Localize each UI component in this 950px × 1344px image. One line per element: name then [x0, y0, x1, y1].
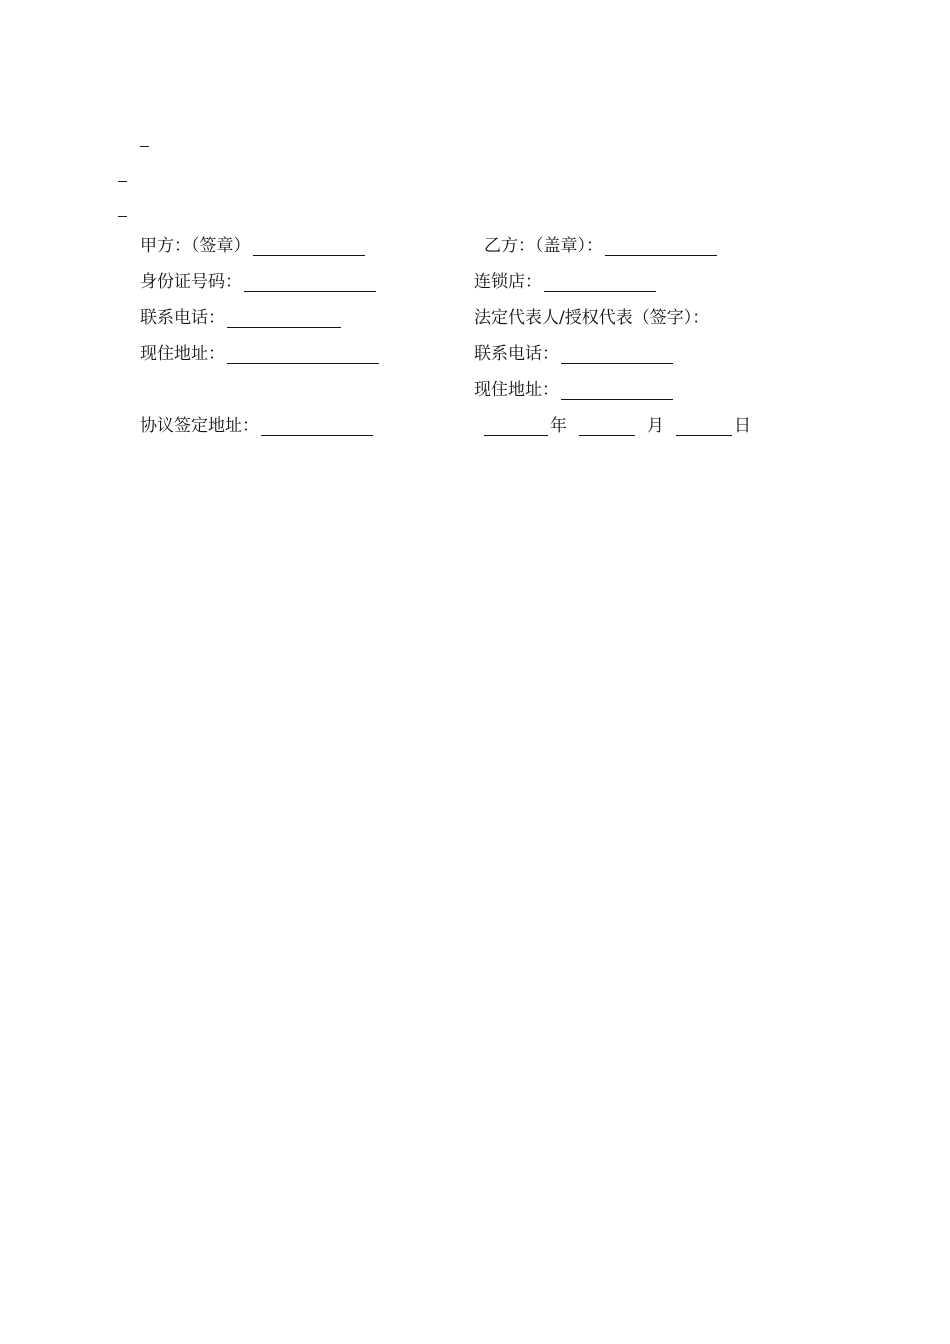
- party-a-id-row: [140, 272, 376, 292]
- party-b-seal-row: [484, 236, 717, 256]
- agreement-place-label: 协议签定地址：: [140, 416, 259, 436]
- month-label: 月: [647, 416, 664, 436]
- party-a-sign-field[interactable]: [253, 239, 365, 256]
- party-b-phone-row: [474, 344, 673, 364]
- month-field[interactable]: [579, 419, 635, 436]
- party-a-address-field[interactable]: [227, 347, 379, 364]
- party-a-phone-field[interactable]: [227, 311, 341, 328]
- party-b-rep-label: 法定代表人/授权代表（签字）：: [474, 308, 710, 328]
- party-b-seal-label: 乙方：（盖章）：: [484, 236, 603, 256]
- party-b-address-row: [474, 380, 673, 400]
- date-row: [484, 416, 751, 436]
- party-b-phone-label: 联系电话：: [474, 344, 559, 364]
- party-a-address-row: [140, 344, 379, 364]
- year-field[interactable]: [484, 419, 548, 436]
- agreement-place-row: [140, 416, 373, 436]
- party-a-sign-row: [140, 236, 365, 256]
- party-a-sign-label: 甲方：（签章）: [140, 236, 251, 256]
- party-a-id-label: 身份证号码：: [140, 272, 242, 292]
- party-b-address-field[interactable]: [561, 383, 673, 400]
- dash-mark-3: [118, 216, 127, 217]
- agreement-place-field[interactable]: [261, 419, 373, 436]
- party-b-address-label: 现住地址：: [474, 380, 559, 400]
- party-b-store-field[interactable]: [544, 275, 656, 292]
- party-a-id-field[interactable]: [244, 275, 376, 292]
- dash-mark-1: [140, 146, 149, 147]
- year-label: 年: [550, 416, 567, 436]
- party-a-phone-row: [140, 308, 341, 328]
- party-a-phone-label: 联系电话：: [140, 308, 225, 328]
- party-a-address-label: 现住地址：: [140, 344, 225, 364]
- party-b-store-label: 连锁店：: [474, 272, 542, 292]
- dash-mark-2: [118, 181, 127, 182]
- party-b-rep-row: [474, 308, 709, 328]
- party-b-phone-field[interactable]: [561, 347, 673, 364]
- party-b-store-row: [474, 272, 656, 292]
- day-label: 日: [734, 416, 751, 436]
- day-field[interactable]: [676, 419, 732, 436]
- party-b-seal-field[interactable]: [605, 239, 717, 256]
